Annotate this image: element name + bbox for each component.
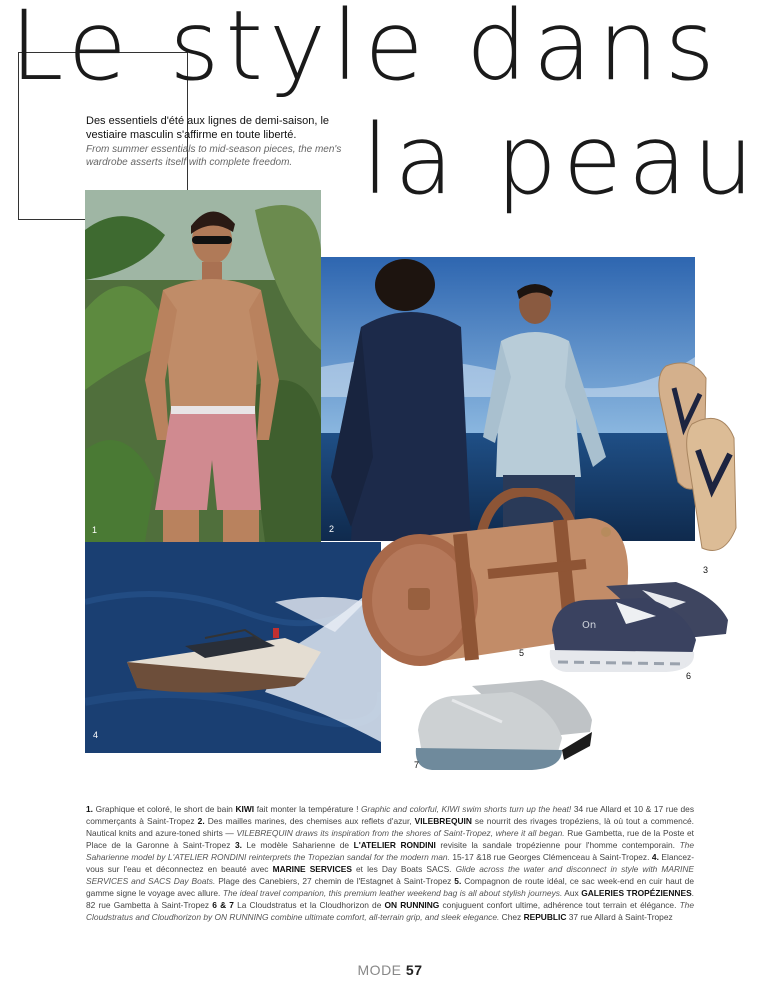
headline-line-1: Le style dans — [10, 0, 721, 102]
figure-number-6: 6 — [686, 671, 692, 681]
figure-number-3: 3 — [703, 565, 709, 575]
sneaker-cloudstratus-image — [546, 580, 732, 676]
photo-day-boat — [85, 542, 381, 753]
credit-item-3: 3. Le modèle Saharienne de L'ATELIER RONDINI revisite la sandale tropézienne pour l'homme contemporain. The Saharienne model by L'ATELIER RONDINI reinterprets the Tropezian sandal for the modern man. 15-17 &18 rue Georges Clémenceau à Saint-Tropez. — [86, 840, 694, 862]
credit-item-5: 5. Compagnon de route idéal, ce sac week-end en cuir haut de gamme signe le voyage avec allure. The ideal travel companion, this premium leather weekend bag is all about stylish journeys. Aux GALERIES TROPÉZIENNES. 82 rue Gambetta à Saint-Tropez — [86, 876, 694, 910]
headline-line-2: la peau — [362, 104, 760, 216]
figure-number-4: 4 — [93, 730, 99, 740]
credit-item-4: 4. Elancez-vous sur l'eau et déconnectez en beauté avec MARINE SERVICES et les Day Boats SACS. Glide across the water and disconnect in style with MARINE SERVICES and SACS Day Boats. Plage des Canebiers, 27 chemin de l'Estagnet à Saint-Tropez — [86, 852, 694, 886]
folio-page-number: 57 — [405, 962, 423, 978]
page-folio — [0, 962, 780, 978]
sandals-image — [652, 358, 742, 558]
intro-english: From summer essentials to mid-season pieces, the men's wardrobe asserts itself with complete freedom. — [86, 144, 342, 168]
credits-text — [86, 803, 694, 923]
figure-number-5: 5 — [519, 648, 525, 658]
figure-number-2: 2 — [329, 524, 335, 534]
credit-item-1: 1. Graphique et coloré, le short de bain KIWI fait monter la température ! Graphic and colorful, KIWI swim shorts turn up the heat! 34 rue Allard et 10 & 17 rue des commerçants à Saint-Tropez — [86, 804, 695, 826]
intro-french: Des essentiels d'été aux lignes de demi-saison, le vestiaire masculin s'affirme en toute liberté. — [86, 115, 330, 141]
photo-swim-shorts — [85, 190, 321, 542]
figure-number-1: 1 — [92, 525, 98, 535]
credit-item-2: 2. Des mailles marines, des chemises aux reflets d'azur, VILEBREQUIN se nourrit des rivages tropéziens, là où tout a commencé. Nautical knits and azure-toned shirts — VILEBREQUIN draws its inspiration from the shores of Saint-Tropez, where it all began. Rue Gambetta, rue de la Poste et Place de la Garonne à Saint-Tropez — [86, 816, 695, 850]
credit-item-6-7: 6 & 7 La Cloudstratus et la Cloudhorizon de ON RUNNING conjuguent confort ultime, adhérence tout terrain et élégance. The Cloudstratus and Cloudhorizon by ON RUNNING combine ultimate comfort, all-terrain grip, and sleek elegance. Chez REPUBLIC 37 rue Allard à Saint-Tropez — [86, 900, 694, 922]
figure-number-7: 7 — [414, 760, 420, 770]
svg-text:On: On — [582, 620, 597, 631]
sneaker-cloudhorizon-image — [412, 676, 598, 772]
folio-section: MODE — [357, 962, 402, 978]
